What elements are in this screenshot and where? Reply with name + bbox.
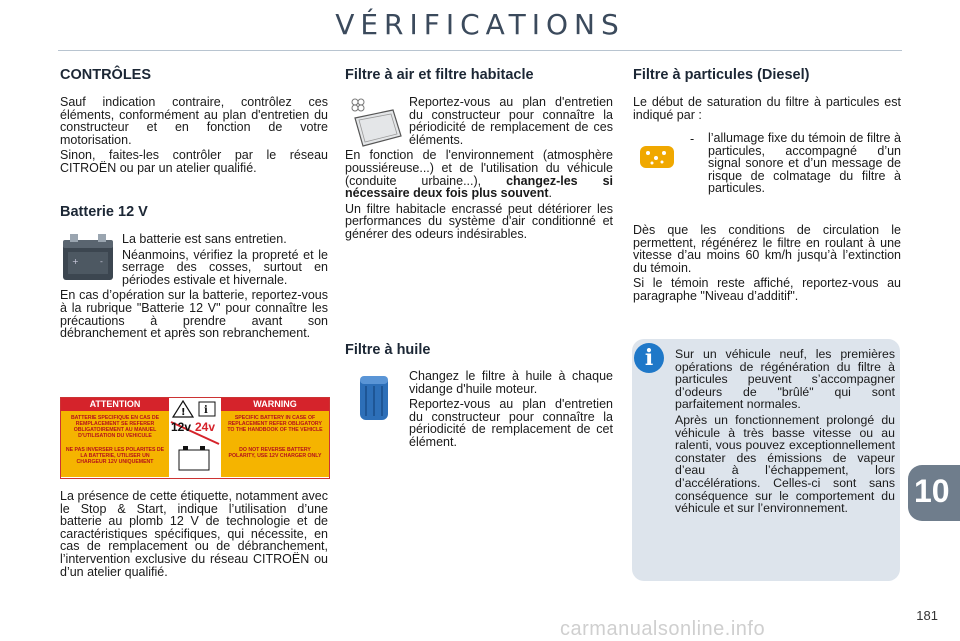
info-p1: Sur un véhicule neuf, les premières opérations de régénération du filtre à particules peuvent s’accompagner d’odeurs de "brûlé" qui sont parfaitement normales.: [675, 347, 895, 412]
filtre-air-p2c: .: [548, 186, 553, 201]
sticker-fr-top: BATTERIE SPECIFIQUE EN CAS DE REMPLACEMENT SE REFERER OBLIGATOIREMENT AU MANUEL D'UTILISATION DU VEHICULE: [70, 415, 160, 439]
filtre-huile-p2: [345, 398, 613, 448]
chapter-number: 10: [914, 473, 950, 509]
batterie-p3: En cas d’opération sur la batterie, reportez-vous à la rubrique "Batterie 12 V" pour connaître les précautions à prendre avant son débranchement et après son rebranchement.: [60, 288, 328, 341]
controles-heading: CONTRÔLES: [60, 67, 152, 83]
chapter-tab: [908, 465, 960, 521]
sticker-12v: 12v: [171, 420, 192, 434]
batterie-p2: Néanmoins, vérifiez la propreté et le serrage des cosses, surtout en périodes estivale et hivernale.: [122, 247, 328, 287]
filtre-air-p3: Un filtre habitacle encrassé peut détériorer les performances du système d'air conditionné et générer des odeurs indésirables.: [345, 201, 613, 241]
filtre-huile-p2-text: Reportez-vous au plan d'entretien du constructeur pour connaître la périodicité de remplacement de cet élément.: [409, 397, 613, 449]
sticker-fr-bottom: NE PAS INVERSER LES POLARITES DE LA BATTERIE, UTILISER UN CHARGEUR 12V UNIQUEMENT: [65, 447, 165, 465]
filtre-huile-text: [345, 370, 613, 449]
filtre-huile-heading: Filtre à huile: [345, 342, 431, 358]
warning-banner: WARNING: [221, 398, 329, 411]
page-title: VÉRIFICATIONS: [335, 8, 625, 41]
filtre-particules-p2: Dès que les conditions de circulation le permettent, régénérez le filtre en roulant à une vitesse d’au moins 60 km/h jusqu’à l’extinction du témoin.: [633, 223, 901, 275]
controles-p1: Sauf indication contraire, contrôlez ces éléments, conformément au plan d'entretien du constructeur et en fonction de votre motorisation.: [60, 95, 328, 147]
info-icon: i: [634, 343, 664, 373]
filtre-particules-heading: Filtre à particules (Diesel): [633, 67, 810, 83]
batterie-heading: Batterie 12 V: [60, 204, 148, 220]
sticker-pictograms: [169, 398, 221, 478]
sticker-24v: 24v: [195, 420, 216, 434]
sticker-en-bottom: DO NOT REVERSE BATTERY POLARITY, USE 12V CHARGER ONLY: [228, 447, 322, 459]
sticker-en-panel: [221, 411, 329, 477]
controles-text: [60, 96, 328, 175]
filtre-particules-p1: Le début de saturation du filtre à particules est indiqué par :: [633, 95, 901, 122]
filtre-particules-text: [633, 224, 901, 303]
title-divider: [58, 50, 902, 51]
attention-banner: ATTENTION: [61, 398, 169, 411]
info-text: [675, 348, 895, 515]
sticker-fr-panel: [61, 411, 169, 477]
svg-text:i: i: [204, 405, 208, 416]
filtre-air-p2: [345, 149, 613, 199]
filtre-air-p2a: En fonction de l'environnement (atmosphère poussiéreuse...) et de l'utilisation du véhicule (conduite urbaine...),: [345, 148, 613, 188]
battery-warning-label: [60, 397, 330, 479]
filtre-air-p1: Reportez-vous au plan d'entretien du constructeur pour connaître la périodicité de remplacement de ces éléments.: [409, 95, 613, 147]
filtre-air-heading: Filtre à air et filtre habitacle: [345, 67, 534, 83]
watermark: carmanualsonline.info: [560, 618, 766, 640]
sticker-en-top: SPECIFIC BATTERY IN CASE OF REPLACEMENT REFER OBLIGATORY TO THE HANDBOOK OF THE VEHICLE: [227, 415, 323, 433]
svg-text:!: !: [181, 407, 186, 418]
bullet-dash: -: [690, 132, 695, 146]
batterie-p4: La présence de cette étiquette, notamment avec le Stop & Start, indique l’utilisation d’une batterie au plomb 12 V de technologie et de caractéristiques spécifiques, qui nécessite, en cas de remplacement ou de débranchement, l’intervention exclusive du réseau CITROËN ou d’un atelier qualifié.: [60, 489, 328, 579]
batterie-p1: La batterie est sans entretien.: [122, 232, 287, 246]
page-number: 181: [916, 608, 938, 623]
filtre-particules-p3: Si le témoin reste affiché, reportez-vous au paragraphe "Niveau d’additif".: [633, 276, 901, 303]
filtre-air-text: [345, 96, 613, 241]
batterie-text: [60, 233, 328, 340]
filtre-huile-p1: Changez le filtre à huile à chaque vidange d'huile moteur.: [409, 369, 613, 396]
filtre-air-p2b: changez-les si nécessaire deux fois plus souvent: [345, 173, 614, 201]
svg-text:-: -: [100, 257, 103, 266]
particle-filter-warning-icon: [636, 142, 680, 172]
svg-text:+: +: [72, 257, 79, 266]
info-p2: Après un fonctionnement prolongé du véhicule à très basse vitesse ou au ralenti, vous pouvez exceptionnellement constater des émissions de vapeur d’eau à l’échappement, lors d’accélérations. Celles-ci sont sans conséquence sur le comportement du véhicule et sur l’environnement.: [675, 412, 895, 516]
controles-p2: Sinon, faites-les contrôler par le réseau CITROËN ou par un atelier qualifié.: [60, 148, 328, 175]
filtre-particules-bullet: l’allumage fixe du témoin de filtre à particules, accompagné d’un signal sonore et d’un message de risque de colmatage du filtre à particules.: [708, 131, 901, 196]
